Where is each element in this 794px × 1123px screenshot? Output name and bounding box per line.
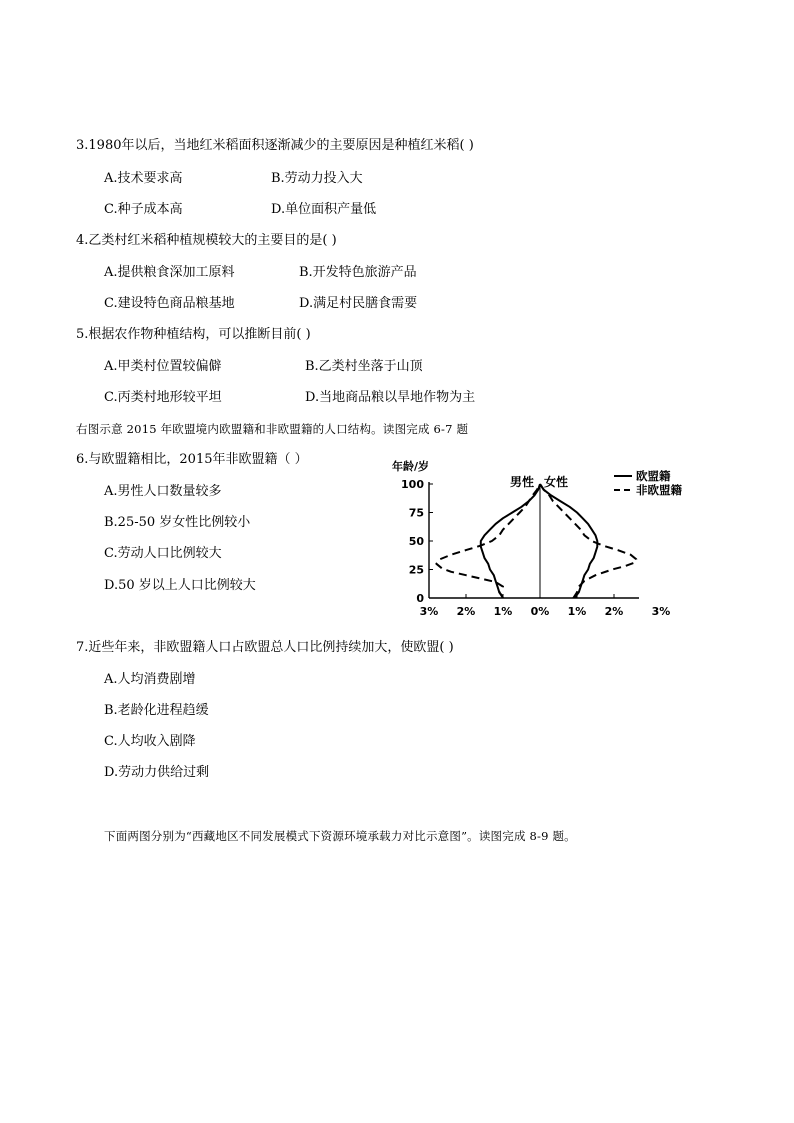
question-3-stem: 3.1980年以后，当地红米稻面积逐渐减少的主要原因是种植红米稻( ) bbox=[76, 138, 474, 153]
female-side-label: 女性 bbox=[544, 475, 569, 489]
y-axis-title: 年龄/岁 bbox=[392, 460, 430, 473]
y-tick-label: 50 bbox=[408, 535, 424, 548]
question-6-option-a[interactable]: A.男性人口数量较多 bbox=[104, 484, 222, 499]
question-4-option-d[interactable]: D.满足村民膳食需要 bbox=[299, 296, 418, 311]
y-tick-label: 100 bbox=[401, 478, 424, 491]
question-6-option-d[interactable]: D.50 岁以上人口比例较大 bbox=[104, 578, 256, 593]
x-tick-label: 0% bbox=[530, 605, 550, 618]
question-7-option-b[interactable]: B.老龄化进程趋缓 bbox=[104, 703, 209, 718]
question-6-option-c[interactable]: C.劳动人口比例较大 bbox=[104, 546, 222, 561]
y-tick-label: 0 bbox=[416, 592, 424, 605]
eu-citizens-female-line bbox=[540, 484, 597, 598]
question-5-stem: 5.根据农作物种植结构，可以推断目前( ) bbox=[76, 327, 311, 342]
question-3-option-d[interactable]: D.单位面积产量低 bbox=[271, 202, 377, 217]
question-4-option-b[interactable]: B.开发特色旅游产品 bbox=[299, 265, 417, 280]
y-tick-label: 75 bbox=[408, 506, 424, 520]
question-5-option-b[interactable]: B.乙类村坐落于山顶 bbox=[305, 359, 423, 374]
question-7-option-d[interactable]: D.劳动力供给过剩 bbox=[104, 765, 210, 780]
question-6-stem: 6.与欧盟籍相比，2015年非欧盟籍（ ） bbox=[76, 452, 308, 467]
question-3-option-b[interactable]: B.劳动力投入大 bbox=[271, 171, 363, 186]
male-side-label: 男性 bbox=[509, 475, 534, 489]
legend-label-non-eu: 非欧盟籍 bbox=[636, 483, 682, 497]
x-tick-label: 3% bbox=[419, 605, 439, 618]
question-5-option-d[interactable]: D.当地商品粮以旱地作物为主 bbox=[305, 390, 476, 405]
question-4-option-a[interactable]: A.提供粮食深加工原料 bbox=[104, 265, 235, 280]
question-4-stem: 4.乙类村红米稻种植规模较大的主要目的是( ) bbox=[76, 233, 337, 248]
question-3-option-a[interactable]: A.技术要求高 bbox=[104, 171, 183, 186]
question-4-option-c[interactable]: C.建设特色商品粮基地 bbox=[104, 296, 235, 311]
x-tick-label: 2% bbox=[456, 605, 476, 618]
legend-label-eu: 欧盟籍 bbox=[636, 469, 671, 483]
question-7-option-a[interactable]: A.人均消费剧增 bbox=[104, 672, 196, 687]
question-6-option-b[interactable]: B.25-50 岁女性比例较小 bbox=[104, 515, 251, 530]
question-5-option-a[interactable]: A.甲类村位置较偏僻 bbox=[104, 359, 222, 374]
population-pyramid-chart bbox=[370, 452, 700, 620]
question-7-option-c[interactable]: C.人均收入剧降 bbox=[104, 734, 196, 749]
question-3-option-c[interactable]: C.种子成本高 bbox=[104, 202, 183, 217]
non-eu-citizens-female-line bbox=[540, 484, 636, 598]
non-eu-citizens-male-line bbox=[436, 484, 540, 598]
x-tick-label: 1% bbox=[493, 605, 513, 618]
x-tick-label: 1% bbox=[567, 605, 587, 618]
intro-questions-8-9: 下面两图分别为“西藏地区不同发展模式下资源环境承载力对比示意图”。读图完成 8-9 题。 bbox=[104, 829, 576, 843]
x-tick-label: 2% bbox=[604, 605, 624, 618]
x-tick-label: 3% bbox=[651, 605, 671, 618]
question-5-option-c[interactable]: C.丙类村地形较平坦 bbox=[104, 390, 222, 405]
question-7-stem: 7.近些年来，非欧盟籍人口占欧盟总人口比例持续加大，使欧盟( ) bbox=[76, 640, 454, 655]
intro-questions-6-7: 右图示意 2015 年欧盟境内欧盟籍和非欧盟籍的人口结构。读图完成 6-7 题 bbox=[76, 422, 469, 436]
y-tick-label: 25 bbox=[408, 563, 424, 577]
